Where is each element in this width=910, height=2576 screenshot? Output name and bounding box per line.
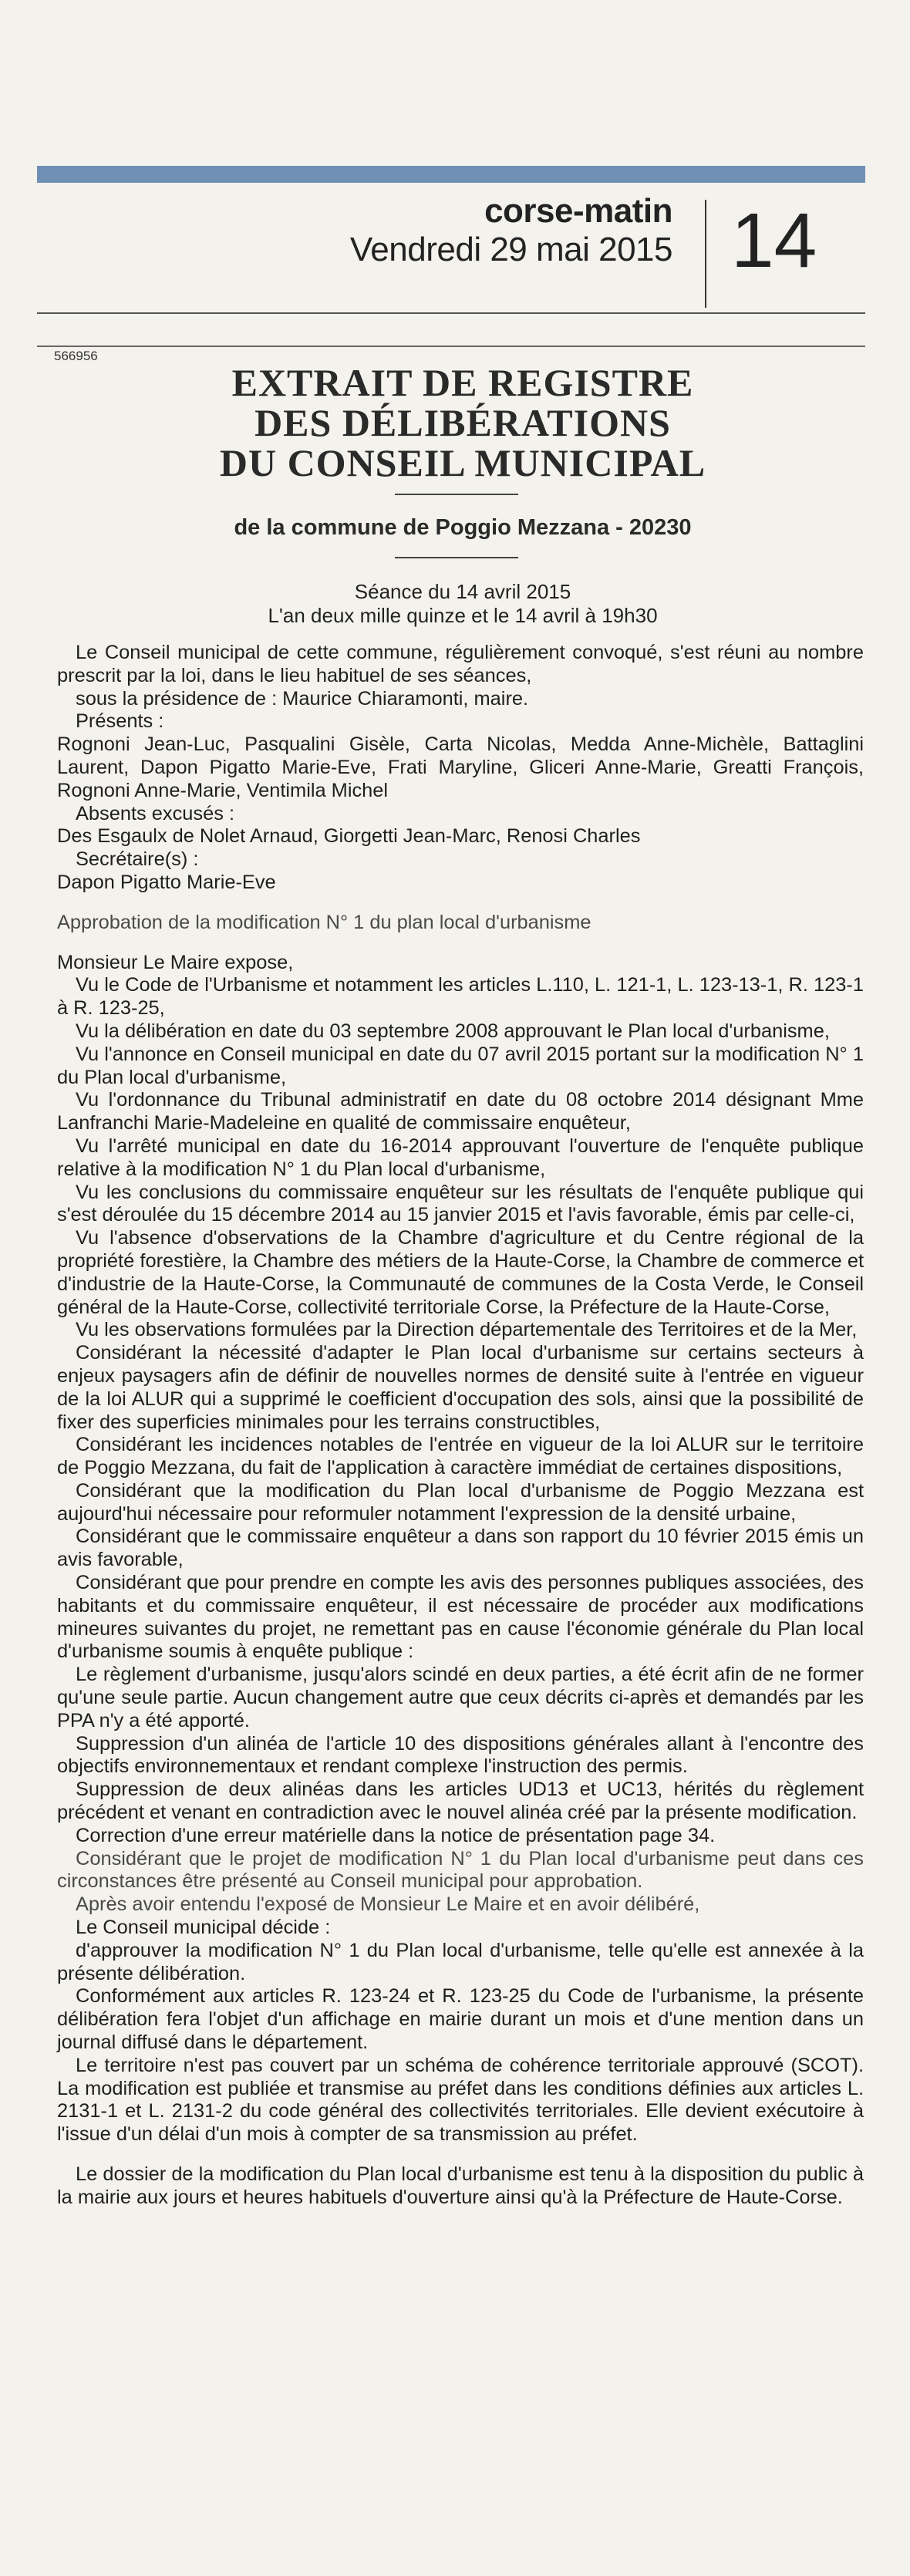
paragraph: Le règlement d'urbanisme, jusqu'alors scindé en deux parties, a été écrit afin de ne former qu'une seule partie. Aucun changement autre que ceux décrits ci-après et demandés par les PPA n'y a été apporté. — [57, 1664, 864, 1731]
paragraph: Suppression de deux alinéas dans les articles UD13 et UC13, hérités du règlement précédent et venant en contradiction avec le nouvel alinéa créé par la présente modification. — [57, 1779, 864, 1824]
label-secretaire: Secrétaire(s) : — [76, 848, 199, 871]
paragraph: Après avoir entendu l'exposé de Monsieur Le Maire et en avoir délibéré, — [76, 1893, 700, 1916]
paragraph: Le territoire n'est pas couvert par un schéma de cohérence territoriale approuvé (SCOT). La modification est publiée et transmise au préfet dans les conditions définies aux articles L. 2131-1 et L. 2131-2 du code général des collectivités territoriales. Elle devient exécutoire à l'issue d'un délai d'un mois à compter de sa transmission au préfet. — [57, 2054, 864, 2146]
paragraph: Considérant que le projet de modification N° 1 du Plan local d'urbanisme peut dans ces circonstances être présenté au Conseil municipal pour approbation. — [57, 1847, 864, 1893]
paragraph: Vu les conclusions du commissaire enquêteur sur les résultats de l'enquête publique qui s'est déroulée du 15 décembre 2014 au 15 janvier 2015 et l'avis favorable, émis par celle-ci, — [57, 1181, 864, 1226]
label-absents: Absents excusés : — [76, 802, 235, 824]
publication-date: Vendredi 29 mai 2015 — [349, 231, 672, 268]
paragraph: Considérant que le commissaire enquêteur a dans son rapport du 10 février 2015 émis un avis favorable, — [57, 1526, 864, 1571]
seance-time: L'an deux mille quinze et le 14 avril à 19h30 — [268, 604, 658, 627]
paragraph: Rognoni Jean-Luc, Pasqualini Gisèle, Carta Nicolas, Medda Anne-Michèle, Battaglini Laurent, Dapon Pigatto Marie-Eve, Frati Maryline, Gliceri Anne-Marie, Greatti François, Rognoni Anne-Marie, Ventimila Michel — [57, 733, 864, 801]
notice-reference: 566956 — [54, 349, 98, 363]
page-number: 14 — [731, 197, 817, 284]
subtitle-rule — [395, 557, 518, 558]
notice-body — [57, 642, 864, 2227]
paragraph: Suppression d'un alinéa de l'article 10 des dispositions générales allant à l'encontre des objectifs environnementaux et rendant complexe l'instruction des permis. — [57, 1732, 864, 1778]
paragraph: d'approuver la modification N° 1 du Plan local d'urbanisme, telle qu'elle est annexée à la présente délibération. — [57, 1939, 864, 1984]
paragraph: Considérant les incidences notables de l'entrée en vigueur de la loi ALUR sur le territoire de Poggio Mezzana, du fait de l'application à caractère immédiat de certaines dispositions, — [57, 1434, 864, 1479]
paragraph: Conformément aux articles R. 123-24 et R. 123-25 du Code de l'urbanisme, la présente délibération fera l'objet d'un affichage en mairie durant un mois et d'une mention dans un journal diffusé dans le département. — [57, 1985, 864, 2054]
seance-info — [77, 580, 848, 628]
paragraph: Des Esgaulx de Nolet Arnaud, Giorgetti Jean-Marc, Renosi Charles — [57, 825, 641, 848]
paragraph: Monsieur Le Maire expose, — [57, 951, 294, 973]
paragraph: Correction d'une erreur matérielle dans la notice de présentation page 34. — [76, 1824, 716, 1846]
paragraph: Le dossier de la modification du Plan local d'urbanisme est tenu à la disposition du public à la mairie aux jours et heures habituels d'ouverture ainsi qu'à la Préfecture de Haute-Corse. — [57, 2163, 864, 2208]
page-header — [37, 183, 865, 314]
publication-name: corse-matin — [484, 192, 672, 230]
paragraph: Dapon Pigatto Marie-Eve — [57, 871, 276, 893]
notice-subtitle: de la commune de Poggio Mezzana - 20230 — [234, 515, 692, 540]
paragraph: Considérant la nécessité d'adapter le Plan local d'urbanisme sur certains secteurs à enjeux paysagers afin de définir de nouvelles normes de densité suite à l'entrée en vigueur de la loi ALUR qui a supprimé le coefficient d'occupation des sols, ainsi que la possibilité de fixer des superficies minimales pour les terrains constructibles, — [57, 1342, 864, 1433]
paragraph: Vu l'ordonnance du Tribunal administratif en date du 08 octobre 2014 désignant Mme Lanfranchi Marie-Madeleine en qualité de commissaire enquêteur, — [57, 1089, 864, 1135]
agenda-item-title: Approbation de la modification N° 1 du plan local d'urbanisme — [57, 911, 592, 933]
label-presents: Présents : — [76, 710, 164, 733]
paragraph: Vu la délibération en date du 03 septembre 2008 approuvant le Plan local d'urbanisme, — [76, 1020, 830, 1042]
paragraph: Vu l'arrêté municipal en date du 16-2014 approuvant l'ouverture de l'enquête publique relative à la modification N° 1 du Plan local d'urbanisme, — [57, 1135, 864, 1180]
seance-date: Séance du 14 avril 2015 — [354, 580, 571, 603]
title-line: EXTRAIT DE REGISTRE — [231, 361, 694, 404]
paragraph: Vu le Code de l'Urbanisme et notamment les articles L.110, L. 121-1, L. 123-13-1, R. 123-1 à R. 123-25, — [57, 974, 864, 1020]
paragraph: Le Conseil municipal décide : — [76, 1917, 331, 1939]
paragraph: sous la présidence de : Maurice Chiaramonti, maire. — [76, 687, 529, 710]
paragraph: Le Conseil municipal de cette commune, régulièrement convoqué, s'est réuni au nombre prescrit par la loi, dans le lieu habituel de ses séances, — [57, 642, 864, 686]
header-divider — [705, 200, 706, 308]
title-line: DES DÉLIBÉRATIONS — [254, 401, 671, 444]
title-rule — [395, 494, 518, 495]
paragraph: Vu l'annonce en Conseil municipal en date du 07 avril 2015 portant sur la modification N° 1 du Plan local d'urbanisme, — [57, 1043, 864, 1088]
title-line: DU CONSEIL MUNICIPAL — [219, 441, 706, 484]
paragraph: Considérant que pour prendre en compte les avis des personnes publiques associées, des habitants et du commissaire enquêteur, il est nécessaire de procéder aux modifications mineures suivantes du projet, ne remettant pas en cause l'économie générale du Plan local d'urbanisme soumis à enquête publique : — [57, 1572, 864, 1663]
notice-title — [77, 362, 848, 483]
header-color-band — [37, 166, 865, 183]
paragraph: Considérant que la modification du Plan local d'urbanisme de Poggio Mezzana est aujourd'hui nécessaire pour reformuler notamment l'expression de la densité urbaine, — [57, 1479, 864, 1525]
paragraph: Vu l'absence d'observations de la Chambre d'agriculture et du Centre régional de la propriété forestière, la Chambre des métiers de la Haute-Corse, la Chambre de commerce et d'industrie de la Haute-Corse, la Communauté de communes de la Costa Verde, le Conseil général de la Haute-Corse, collectivité territoriale Corse, la Préfecture de la Haute-Corse, — [57, 1227, 864, 1318]
paragraph: Vu les observations formulées par la Direction départementale des Territoires et de la Mer, — [76, 1319, 858, 1341]
